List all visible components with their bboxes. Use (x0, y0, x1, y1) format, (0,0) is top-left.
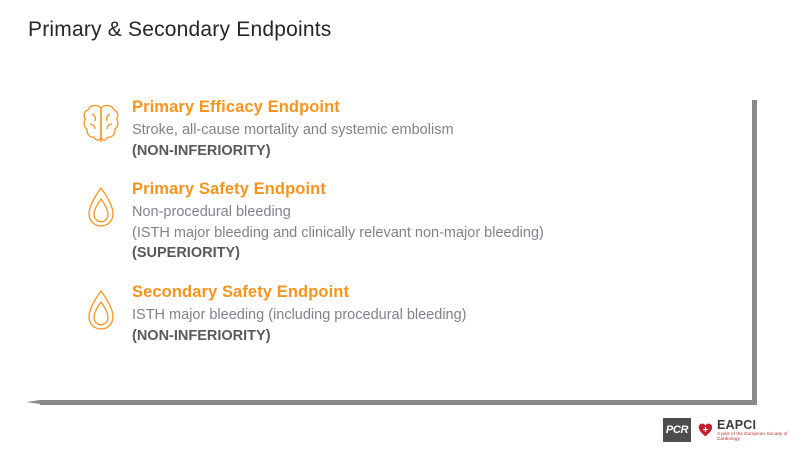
blood-drop-icon (70, 281, 132, 335)
pcr-logo: PCR (663, 418, 691, 442)
eapci-tagline: A part of the European Society of Cardiology (716, 430, 788, 441)
endpoint-description: Stroke, all-cause mortality and systemic embolism (132, 121, 454, 138)
list-item (70, 178, 750, 265)
list-item (70, 96, 750, 162)
frame-horizontal-arrow (40, 400, 757, 405)
endpoint-heading: Primary Safety Endpoint (132, 180, 326, 199)
heart-icon (698, 422, 713, 438)
endpoint-strength: (NON-INFERIORITY) (132, 142, 271, 159)
endpoint-description: ISTH major bleeding (including procedural bleeding) (132, 307, 467, 323)
brain-icon (70, 96, 132, 148)
endpoint-text (132, 281, 750, 347)
eapci-name: EAPCI (716, 417, 757, 432)
endpoint-text (132, 96, 750, 162)
endpoint-text (132, 178, 750, 265)
logo-group (663, 418, 800, 442)
endpoint-strength: (SUPERIORITY) (132, 245, 240, 262)
eapci-text (717, 419, 800, 442)
endpoint-heading: Primary Efficacy Endpoint (132, 98, 340, 116)
endpoint-heading: Secondary Safety Endpoint (132, 283, 350, 302)
list-item (70, 281, 750, 347)
page-title: Primary & Secondary Endpoints (28, 18, 332, 41)
endpoint-strength: (NON-INFERIORITY) (132, 327, 271, 344)
endpoint-description-2: (ISTH major bleeding and clinically relevant non-major bleeding) (132, 224, 544, 241)
frame-vertical-line (752, 100, 757, 405)
eapci-logo (698, 419, 800, 442)
blood-drop-icon (70, 178, 132, 232)
endpoint-description: Non-procedural bleeding (132, 204, 291, 221)
endpoints-list (70, 96, 750, 363)
